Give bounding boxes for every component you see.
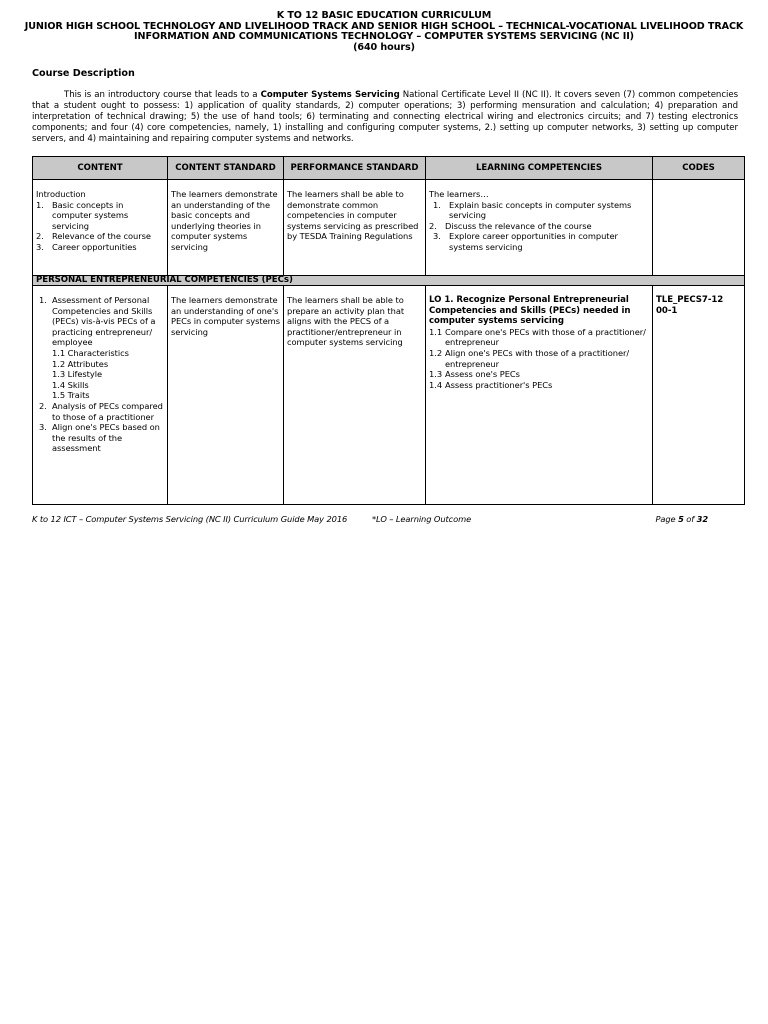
- footer-lo-note: *LO – Learning Outcome: [372, 514, 472, 524]
- header-learning-competencies: LEARNING COMPETENCIES: [426, 157, 653, 180]
- list-item: 2. Discuss the relevance of the course: [429, 220, 592, 231]
- cell-content-standard: The learners demonstrate an understanding of one's PECs in computer systems servicing: [168, 286, 284, 505]
- sub-item: 1.2 Attributes: [52, 358, 109, 369]
- list-item: 1. Assessment of Personal Competencies and Skills (PECs) vis-à-vis PECs of a practicing entrepreneur/ employee 1.1 Characteristics 1.2 Attributes 1.3 Lifestyle 1.4 Skills 1.5 Traits: [39, 295, 164, 401]
- cell-content: [33, 180, 168, 276]
- current-page: 5: [678, 514, 684, 524]
- list-item: 3. Align one's PECs based on the results of the assessment: [39, 422, 160, 454]
- document-header: [0, 11, 768, 53]
- footer-document-title: K to 12 ICT – Computer Systems Servicing (NC II) Curriculum Guide May 2016: [32, 514, 348, 524]
- course-description-part-2: National Certificate Level II (NC II). It covers seven (7) common competencies that a student ought to possess: 1) application of quality standards, 2) computer operations; 3) performing mensuration and calculation; 4) preparation and interpretation of technical drawing; 5) the use of hand tools; 6) terminating and connecting electrical wiring and electronics circuits; and 7) testing electronics components; and four (4) core competencies, namely, 1) installing and configuring computer systems, 2.) setting up computer networks, 3) setting up computer servers, and 4) maintaining and repairing computer systems and networks.: [32, 90, 738, 144]
- header-hours: (640 hours): [353, 41, 415, 53]
- list-item: 1.4 Assess practitioner's PECs: [429, 379, 553, 390]
- competencies-list: [429, 200, 649, 253]
- sub-item: 1.5 Traits: [52, 390, 90, 401]
- total-pages: 32: [696, 514, 708, 524]
- list-item: 1.2 Align one's PECs with those of a practitioner/ entrepreneur: [429, 347, 630, 369]
- list-item: 3. Career opportunities: [36, 241, 137, 252]
- competency-code: TLE_PECS7-12 00-1: [656, 295, 724, 316]
- cell-learning-competencies: [426, 286, 653, 505]
- sub-item: 1.1 Characteristics: [52, 347, 129, 358]
- table-header-row: [33, 157, 745, 180]
- list-item: 1.3 Assess one's PECs: [429, 369, 520, 380]
- content-list: [36, 295, 164, 454]
- table-row-introduction: [33, 180, 745, 276]
- cell-performance-standard: The learners shall be able to prepare an activity plan that aligns with the PECS of a practitioner/entrepreneur in computer systems servicing: [284, 286, 426, 505]
- course-description-part-1: This is an introductory course that leads to a: [64, 90, 261, 100]
- cell-content-standard: The learners demonstrate an understanding of the basic concepts and underlying theories in computer systems servicing: [168, 180, 284, 276]
- curriculum-table: [32, 156, 745, 505]
- competencies-intro: The learners…: [429, 189, 489, 199]
- header-line-2: JUNIOR HIGH SCHOOL TECHNOLOGY AND LIVELIHOOD TRACK AND SENIOR HIGH SCHOOL – TECHNICAL-VOCATIONAL LIVELIHOOD TRACK: [24, 20, 744, 32]
- course-name-bold: Computer Systems Servicing: [260, 90, 400, 100]
- cell-codes: [653, 180, 745, 276]
- learning-outcome-list: [429, 327, 649, 391]
- cell-content: [33, 286, 168, 505]
- learning-outcome-title: LO 1. Recognize Personal Entrepreneurial Competencies and Skills (PECs) needed in computer systems servicing: [429, 295, 631, 327]
- cell-performance-standard: The learners shall be able to demonstrate common competencies in computer systems servicing as prescribed by TESDA Training Regulations: [284, 180, 426, 276]
- table-row-pecs: [33, 286, 745, 505]
- header-line-3: INFORMATION AND COMMUNICATIONS TECHNOLOGY – COMPUTER SYSTEMS SERVICING (NC II): [134, 31, 634, 43]
- list-item: 2. Analysis of PECs compared to those of a practitioner: [39, 400, 163, 422]
- content-title: Introduction: [36, 189, 86, 199]
- header-performance-standard: PERFORMANCE STANDARD: [284, 157, 426, 180]
- list-item: 3. Explore career opportunities in computer systems servicing: [433, 231, 618, 252]
- footer-page-number: Page 5 of 32: [655, 514, 708, 524]
- cell-learning-competencies: [426, 180, 653, 276]
- sub-item: 1.3 Lifestyle: [52, 369, 103, 380]
- course-description-text: [32, 90, 738, 145]
- section-row-pecs: [33, 276, 745, 286]
- section-title: PERSONAL ENTREPRENEURIAL COMPETENCIES (PECs): [33, 276, 745, 286]
- list-item: 1. Explain basic concepts in computer systems servicing: [433, 199, 632, 221]
- header-codes: CODES: [653, 157, 745, 180]
- list-item: 1.1 Compare one's PECs with those of a practitioner/ entrepreneur: [429, 326, 646, 348]
- content-list: [36, 200, 164, 253]
- cell-codes: [653, 286, 745, 505]
- course-description-heading: Course Description: [32, 68, 135, 79]
- header-line-1: K TO 12 BASIC EDUCATION CURRICULUM: [276, 10, 492, 21]
- header-content: CONTENT: [33, 157, 168, 180]
- list-item: 2. Relevance of the course: [36, 231, 151, 242]
- list-item: 1. Basic concepts in computer systems servicing: [36, 199, 129, 231]
- sub-item: 1.4 Skills: [52, 379, 89, 390]
- header-content-standard: CONTENT STANDARD: [168, 157, 284, 180]
